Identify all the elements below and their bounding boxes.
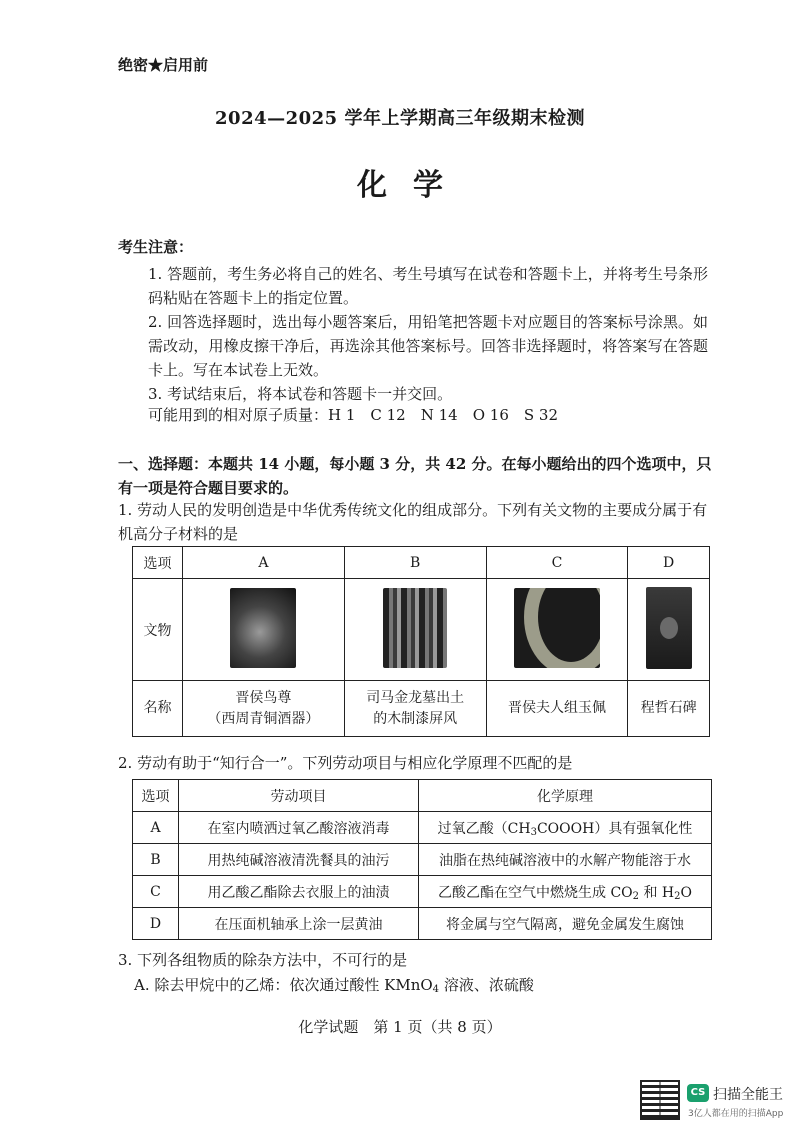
secret-mark: 绝密★启用前 — [118, 56, 209, 74]
header-labor-item: 劳动项目 — [179, 780, 419, 812]
notice-item-3: 3. 考试结束后，将本试卷和答题卡一并交回。 — [148, 385, 453, 403]
header-principle: 化学原理 — [419, 780, 712, 812]
page-footer: 化学试题 第 1 页（共 8 页） — [298, 1018, 502, 1036]
relic-name-a-line2: （西周青铜酒器） — [207, 710, 320, 727]
row-option: D — [133, 908, 179, 940]
qr-code-icon — [640, 1080, 680, 1120]
row-principle: 将金属与空气隔离，避免金属发生腐蚀 — [419, 908, 712, 940]
question-3-option-a: A. 除去甲烷中的乙烯：依次通过酸性 KMnO$_4$ 溶液、浓硫酸 — [134, 976, 534, 995]
relic-image-c-cell — [486, 579, 628, 681]
row-principle: 过氧乙酸$(CH_3COOOH)$具有强氧化性 — [419, 812, 712, 844]
notice-item-1: 1. 答题前，考生务必将自己的姓名、考生号填写在试卷和答题卡上，并将考生号条形码粘贴在答题卡上的指定位置。 — [148, 265, 708, 307]
notice-title: 考生注意： — [118, 238, 194, 256]
relic-name-d: 程哲石碑 — [628, 681, 710, 737]
header-option: 选项 — [133, 780, 179, 812]
relic-image-d-cell — [628, 579, 710, 681]
relic-name-b-line2: 的木制漆屏风 — [373, 710, 458, 727]
notice-item-2: 2. 回答选择题时，选出每小题答案后，用铅笔把答题卡对应题目的答案标号涂黑。如需改动，用橡皮擦干净后，再选涂其他答案标号。回答非选择题时，将答案写在答题卡上。写在本试卷上无效。 — [148, 313, 708, 379]
relic-name-c: 晋侯夫人组玉佩 — [486, 681, 628, 737]
row-label-option: 选项 — [133, 547, 183, 579]
table-row — [133, 908, 712, 940]
lacquer-screen-image — [383, 588, 447, 668]
row-option: B — [133, 844, 179, 876]
relic-name-b-line1: 司马金龙墓出土 — [366, 689, 465, 706]
notice-list — [148, 262, 708, 406]
question-1-stem: 1. 劳动人民的发明创造是中华优秀传统文化的组成部分。下列有关文物的主要成分属于有机高分子材料的是 — [118, 501, 708, 543]
relic-image-a-cell — [183, 579, 345, 681]
row-label-relic: 文物 — [133, 579, 183, 681]
relic-name-a-line1: 晋侯鸟尊 — [235, 689, 292, 706]
row-label-name: 名称 — [133, 681, 183, 737]
scanner-app-name: 扫描全能王 — [713, 1087, 783, 1103]
question-3-stem: 3. 下列各组物质的除杂方法中，不可行的是 — [118, 951, 408, 969]
exam-title: 2024—2025 学年上学期高三年级期末检测 — [215, 108, 585, 129]
relic-name-a — [183, 681, 345, 737]
row-principle: 油脂在热纯碱溶液中的水解产物能溶于水 — [419, 844, 712, 876]
stone-stele-image — [646, 587, 692, 669]
table-row — [133, 844, 712, 876]
section-heading: 一、选择题：本题共 14 小题，每小题 3 分，共 42 分。在每小题给出的四个选项中，只有一项是符合题目要求的。 — [118, 455, 712, 497]
row-option: A — [133, 812, 179, 844]
row-labor-item: 用热纯碱溶液清洗餐具的油污 — [179, 844, 419, 876]
question-2-stem: 2. 劳动有助于“知行合一”。下列劳动项目与相应化学原理不匹配的是 — [118, 754, 573, 772]
scanner-tagline: 3亿人都在用的扫描App — [688, 1109, 784, 1119]
row-labor-item: 用乙酸乙酯除去衣服上的油渍 — [179, 876, 419, 908]
row-option: C — [133, 876, 179, 908]
row-principle: 乙酸乙酯在空气中燃烧生成 $CO_2$ 和 $H_2O$ — [419, 876, 712, 908]
relic-image-b-cell — [344, 579, 486, 681]
row-labor-item: 在压面机轴承上涂一层黄油 — [179, 908, 419, 940]
question-1-table — [132, 546, 710, 737]
option-d: D — [628, 547, 710, 579]
atomic-mass-line: 可能用到的相对原子质量：H 1 C 12 N 14 O 16 S 32 — [148, 406, 558, 424]
option-b: B — [344, 547, 486, 579]
option-a: A — [183, 547, 345, 579]
relic-name-b — [344, 681, 486, 737]
jade-pendant-image — [514, 588, 600, 668]
table-row — [133, 812, 712, 844]
row-labor-item: 在室内喷洒过氧乙酸溶液消毒 — [179, 812, 419, 844]
camscanner-logo-icon: CS — [687, 1084, 709, 1102]
bronze-bird-vessel-image — [230, 588, 296, 668]
question-2-table — [132, 779, 712, 940]
option-c: C — [486, 547, 628, 579]
subject-title: 化学 — [357, 168, 469, 203]
table-row — [133, 876, 712, 908]
